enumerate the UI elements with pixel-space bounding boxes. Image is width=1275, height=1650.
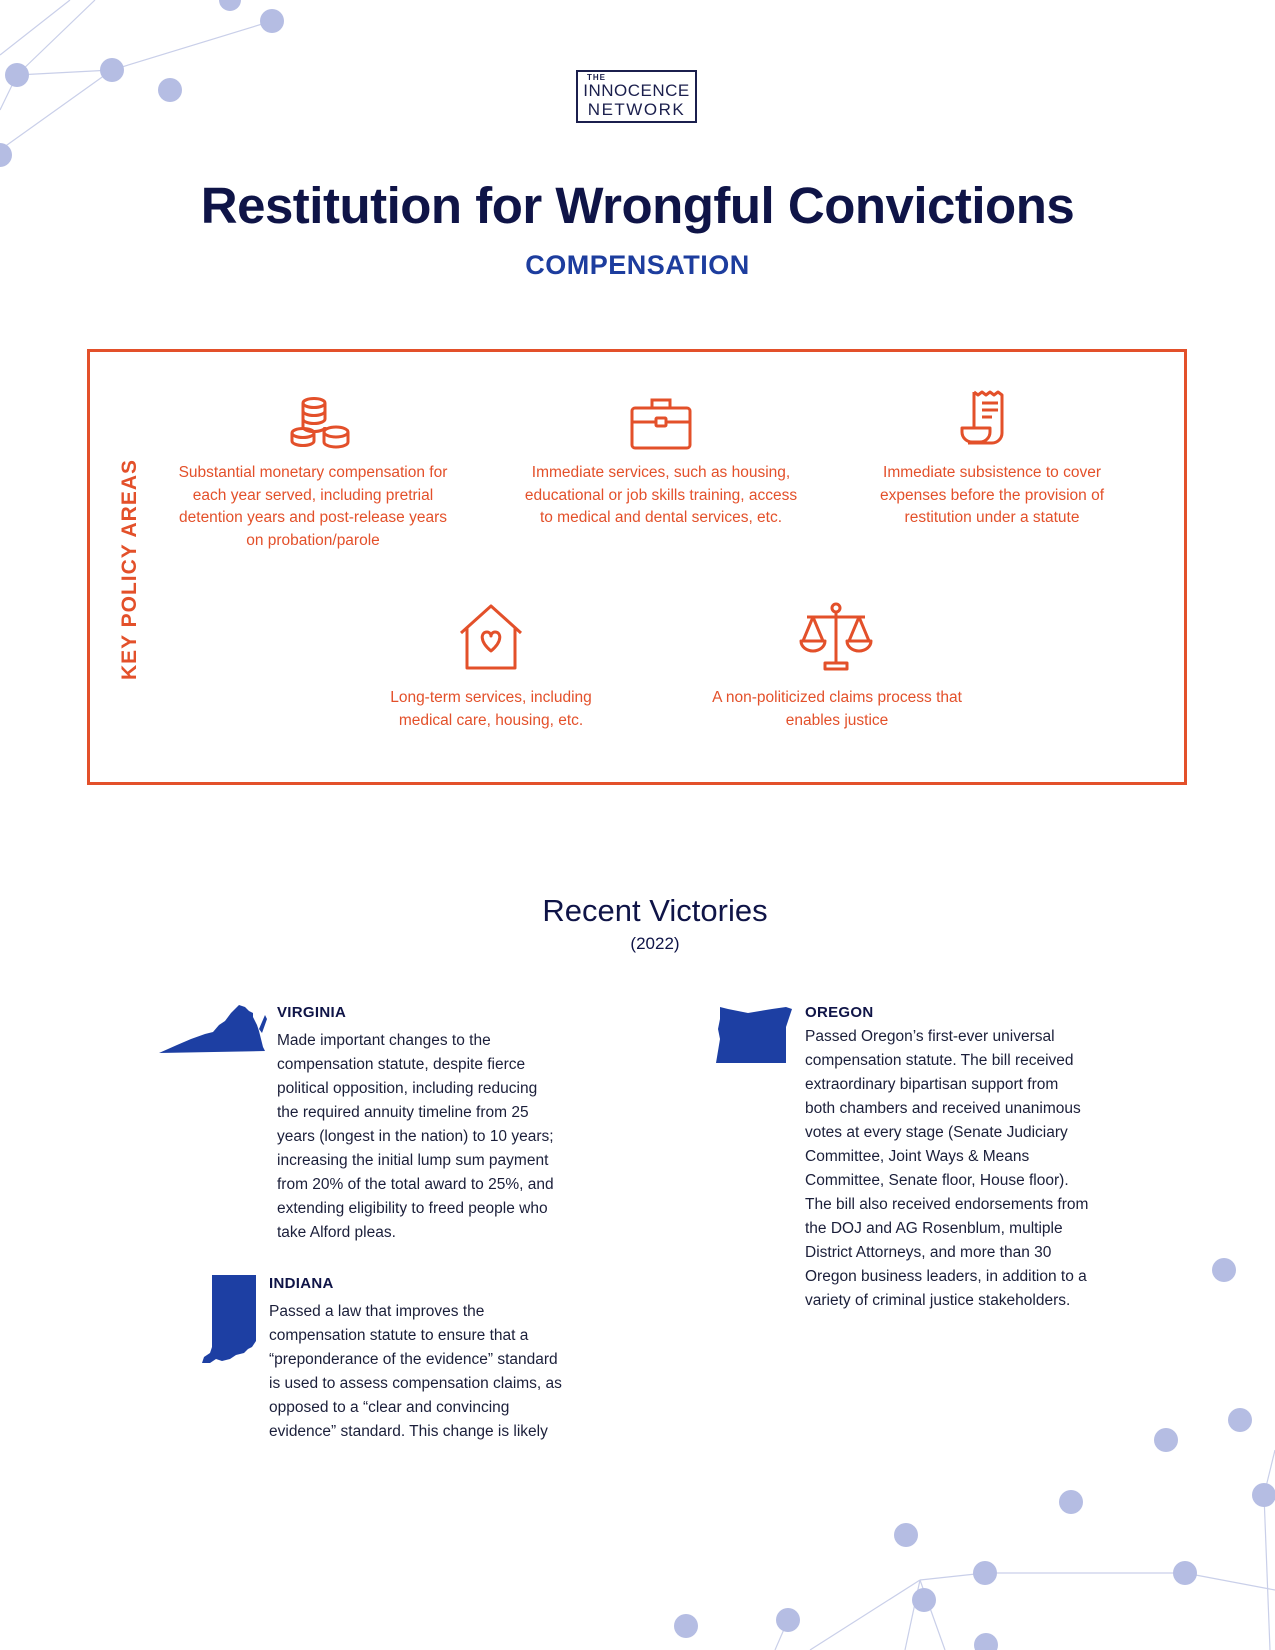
- state-name-virginia: VIRGINIA: [277, 1004, 347, 1021]
- description-line: political opposition, including reducing: [277, 1080, 538, 1097]
- description-line: compensation statute. The bill received: [805, 1052, 1074, 1069]
- description-line: extending eligibility to freed people who: [277, 1200, 548, 1217]
- recent-victories-title: Recent Victories: [542, 893, 768, 928]
- description-line: Oregon business leaders, in addition to a: [805, 1268, 1087, 1285]
- description-line: Passed a law that improves the: [269, 1303, 485, 1320]
- state-description-virginia: [277, 1029, 597, 1245]
- description-line: District Attorneys, and more than 30: [805, 1244, 1052, 1261]
- description-line: take Alford pleas.: [277, 1224, 396, 1241]
- state-name-oregon: OREGON: [805, 1004, 874, 1021]
- description-line: The bill also received endorsements from: [805, 1196, 1089, 1213]
- description-line: “preponderance of the evidence” standard: [269, 1351, 558, 1368]
- description-line: the DOJ and AG Rosenblum, multiple: [805, 1220, 1063, 1237]
- key-policy-areas-label: KEY POLICY AREAS: [118, 459, 141, 680]
- policy-item-text: A non-politicized claims process that enables justice: [712, 689, 962, 729]
- description-line: the required annuity timeline from 25: [277, 1104, 529, 1121]
- policy-item-text: Substantial monetary compensation for each year served, including pretrial detention years and post-release years on probation/parole: [178, 464, 448, 549]
- description-line: Passed Oregon’s first-ever universal: [805, 1028, 1055, 1045]
- briefcase-icon: [630, 396, 692, 450]
- house-heart-icon: [457, 603, 525, 671]
- indiana-map-icon: [200, 1275, 258, 1365]
- receipt-scroll-icon: [958, 388, 1016, 446]
- state-description-oregon: [805, 1025, 1125, 1313]
- innocence-network-logo: [576, 70, 697, 123]
- description-line: variety of criminal justice stakeholders.: [805, 1292, 1071, 1309]
- oregon-map-icon: [714, 1005, 794, 1065]
- description-line: from 20% of the total award to 25%, and: [277, 1176, 554, 1193]
- logo-line-2: NETWORK: [587, 100, 686, 119]
- description-line: both chambers and received unanimous: [805, 1100, 1081, 1117]
- recent-victories-year: (2022): [630, 934, 680, 953]
- policy-item-text: Long-term services, including medical care, housing, etc.: [390, 689, 592, 729]
- description-line: Committee, Joint Ways & Means: [805, 1148, 1030, 1165]
- description-line: votes at every stage (Senate Judiciary: [805, 1124, 1068, 1141]
- state-name-indiana: INDIANA: [269, 1275, 334, 1292]
- state-description-indiana: [269, 1300, 599, 1444]
- logo-line-1: INNOCENCE: [583, 81, 690, 100]
- description-line: Committee, Senate floor, House floor).: [805, 1172, 1069, 1189]
- virginia-map-icon: [157, 1003, 267, 1055]
- page-title: Restitution for Wrongful Convictions: [200, 177, 1075, 234]
- description-line: is used to assess compensation claims, as: [269, 1375, 562, 1392]
- description-line: increasing the initial lump sum payment: [277, 1152, 549, 1169]
- description-line: Made important changes to the: [277, 1032, 491, 1049]
- scales-of-justice-icon: [799, 601, 873, 673]
- description-line: evidence” standard. This change is likely: [269, 1423, 548, 1440]
- description-line: compensation statute, despite fierce: [277, 1056, 526, 1073]
- description-line: opposed to a “clear and convincing: [269, 1399, 510, 1416]
- policy-item-text: Immediate subsistence to cover expenses before the provision of restitution under a statute: [879, 464, 1105, 526]
- description-line: extraordinary bipartisan support from: [805, 1076, 1059, 1093]
- description-line: years (longest in the nation) to 10 years;: [277, 1128, 554, 1145]
- coins-stack-icon: [289, 396, 353, 452]
- logo-the: THE: [587, 73, 606, 82]
- page-subtitle: COMPENSATION: [525, 250, 750, 280]
- description-line: compensation statute to ensure that a: [269, 1327, 529, 1344]
- policy-item-text: Immediate services, such as housing, educational or job skills training, access to medical and dental services, etc.: [524, 464, 798, 526]
